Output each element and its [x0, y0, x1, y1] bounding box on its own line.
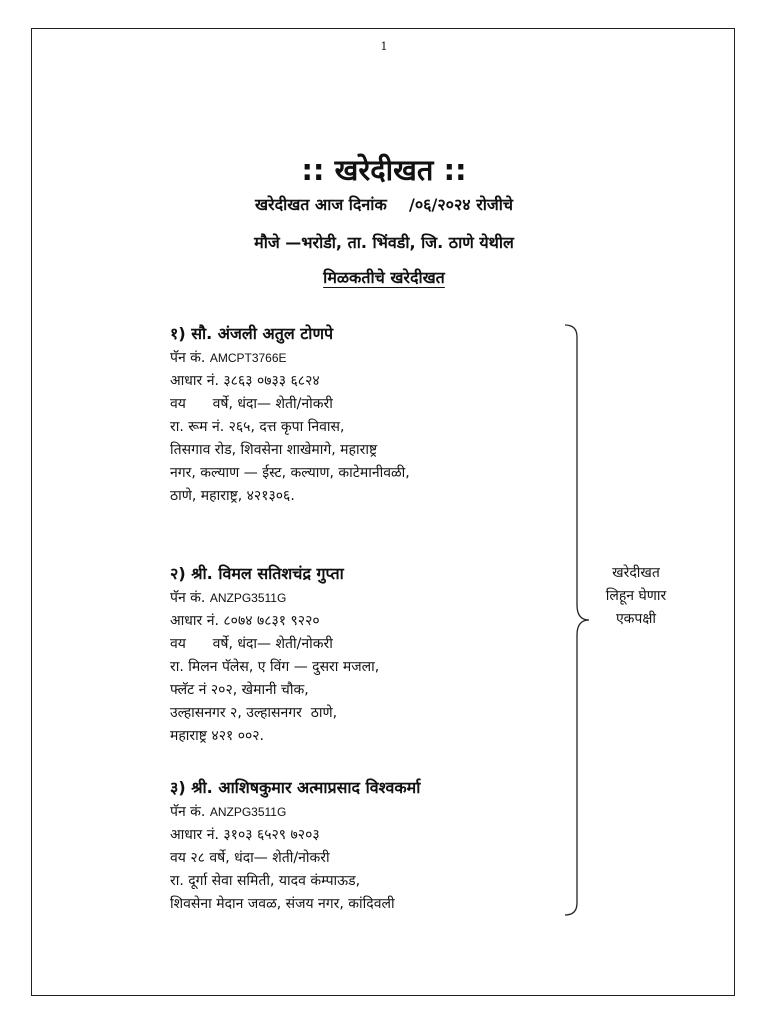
pan-label: पॅन कं.: [170, 804, 206, 820]
party-block-1: [170, 321, 570, 508]
address-line: फ्लॅट नं २०२, खेमानी चौक,: [170, 682, 309, 698]
party-block-3: [170, 775, 570, 916]
pan-line: [170, 347, 570, 370]
address-line: रा. मिलन पॅलेस, ए विंग — दुसरा मजला,: [170, 659, 380, 675]
page-number: 1: [380, 40, 388, 53]
address-line: रा. दूर्गा सेवा समिती, यादव कंम्पाऊड,: [170, 873, 361, 889]
address-line: नगर, कल्याण — ईस्ट, कल्याण, काटेमानीवळी,: [170, 465, 410, 481]
age-occupation-line: वय वर्षे, धंदा— शेती/नोकरी: [170, 636, 333, 652]
age-occupation-line: वय २८ वर्षे, धंदा— शेती/नोकरी: [170, 850, 330, 866]
address-line: तिसगाव रोड, शिवसेना शाखेमागे, महाराष्ट्र: [170, 442, 378, 458]
location-line: मौजे —भरोडी, ता. भिंवडी, जि. ठाणे येथील: [254, 233, 514, 252]
pan-line: [170, 801, 570, 824]
pan-label: पॅन कं.: [170, 350, 206, 366]
address-line: महाराष्ट्र ४२१ ००२.: [170, 728, 264, 744]
address-line: रा. रूम नं. २६५, दत्त कृपा निवास,: [170, 419, 345, 435]
pan-line: [170, 587, 570, 610]
document-title: :: खरेदीखत ::: [301, 153, 467, 187]
age-occupation-line: वय वर्षे, धंदा— शेती/नोकरी: [170, 396, 333, 412]
pan-number: ANZPG3511G: [209, 805, 287, 819]
party-name: २) श्री. विमल सतिशचंद्र गुप्ता: [170, 564, 344, 583]
party-name: ३) श्री. आशिषकुमार अत्माप्रसाद विश्वकर्मा: [170, 778, 421, 797]
address-line: ठाणे, महाराष्ट्र, ४२१३०६.: [170, 488, 295, 504]
side-label-line: एकपक्षी: [615, 611, 657, 627]
pan-number: AMCPT3766E: [209, 351, 287, 365]
aadhaar-line: आधार नं. ३८६३ ०७३३ ६८२४: [170, 373, 320, 389]
aadhaar-line: आधार नं. ८०७४ ७८३१ ९२२०: [170, 613, 320, 629]
date-line: खरेदीखत आज दिनांक /०६/२०२४ रोजीचे: [254, 195, 514, 214]
side-label-line: लिहून घेणार: [605, 588, 667, 604]
pan-label: पॅन कं.: [170, 590, 206, 606]
aadhaar-line: आधार नं. ३१०३ ६५२९ ७२०३: [170, 827, 320, 843]
side-label-line: खरेदीखत: [612, 565, 660, 581]
buyer-side-label: [574, 562, 698, 631]
address-line: शिवसेना मेदान जवळ, संजय नगर, कांदिवली: [170, 896, 395, 912]
party-name: १) सौ. अंजली अतुल टोणपे: [170, 324, 334, 343]
address-line: उल्हासनगर २, उल्हासनगर ठाणे,: [170, 705, 338, 721]
document-heading: मिळकतीचे खरेदीखत: [323, 268, 445, 287]
party-block-2: [170, 561, 570, 748]
pan-number: ANZPG3511G: [209, 591, 287, 605]
